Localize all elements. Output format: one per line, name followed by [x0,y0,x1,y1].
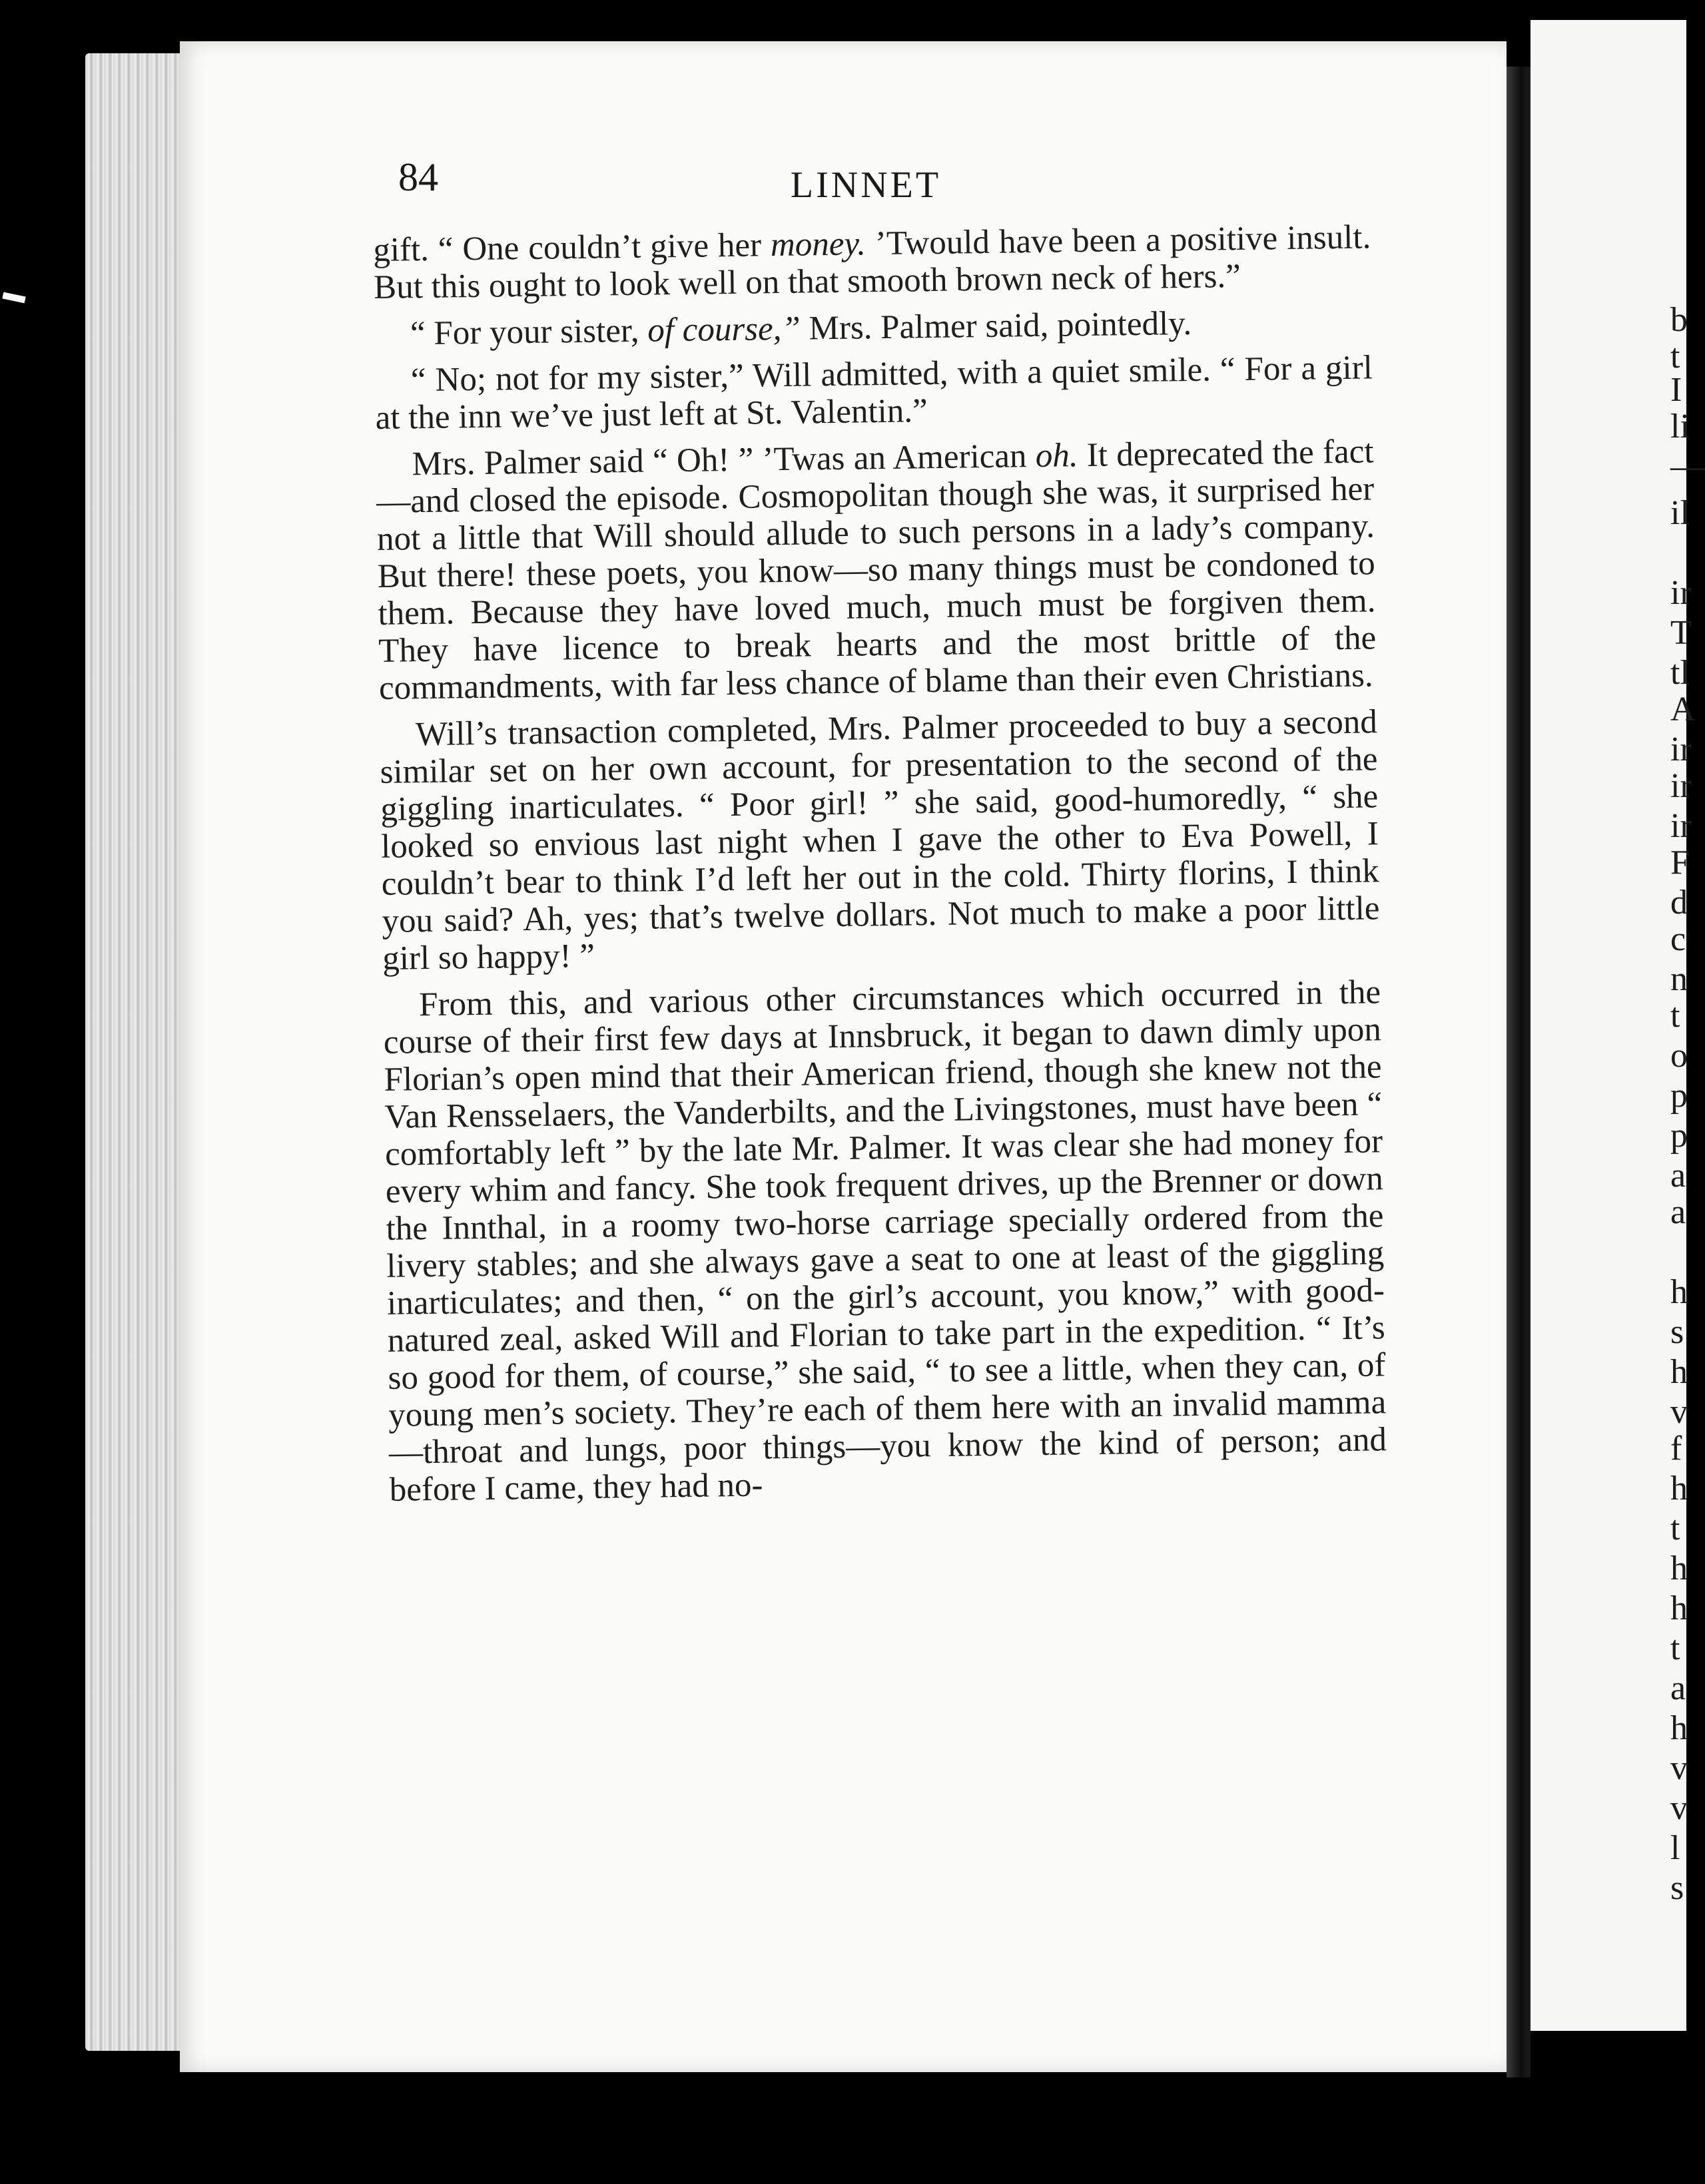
facing-page-fragment: p [1670,1117,1688,1155]
facing-page-fragment: v [1670,1749,1688,1787]
facing-page-fragment: v [1670,1393,1688,1431]
facing-page-edge [1531,20,1705,2031]
running-head: LINNET [790,164,942,206]
facing-page-fragment: h [1670,1589,1688,1627]
facing-page-fragment: d [1670,884,1688,922]
facing-page-fragment: t [1670,1509,1680,1547]
facing-page-fragment: — [1670,447,1705,485]
facing-page-fragment: a [1670,1157,1686,1195]
book-gutter [1507,67,1531,2077]
facing-page-fragment: s [1670,1313,1684,1351]
facing-page-fragment: ir [1670,574,1692,612]
facing-page-fragment: il [1670,494,1690,532]
facing-page-fragment: f [1670,1430,1682,1468]
facing-page-fragment: ir [1670,807,1692,845]
facing-page-fragment: c [1670,920,1686,958]
facing-page-fragment: a [1670,1669,1686,1707]
paragraph-4: Mrs. Palmer said “ Oh! ” ’Twas an American oh. It deprecated the fact—and closed the episode. Cosmopolitan though she was, it surprised her not a little that Will should allude to such persons in a lady’s company. But there! these poets, you know—so many things must be condoned to them. Because they have loved much, much must be forgiven them. They have licence to break hearts and the most brittle of the commandments, with far less chance of blame than their even Christians. [376,433,1377,707]
paragraph-6: From this, and various other circumstances which occurred in the course of their first few days at Innsbruck, it began to dawn dimly upon Florian’s open mind that their American friend, though she knew not the Van Rensselaers, the Vanderbilts, and the Livingstones, must have been “ comfortably left ” by the late Mr. Palmer. It was clear she had money for every whim and fancy. She took frequent drives, up the Brenner or down the Innthal, in a roomy two-horse carriage specially ordered from the livery stables; and she always gave a seat to one at least of the giggling inarticulates; and then, “ on the girl’s account, you know,” with good-natured zeal, asked Will and Florian to take part in the expedition. “ It’s so good for them, of course,” she said, “ to see a little, when they can, of young men’s society. They’re each of them here with an invalid mamma—throat and lungs, poor things—you know the kind of person; and before I came, they had no- [383,973,1387,1509]
facing-page-fragment: T [1670,614,1692,652]
paragraph-1: gift. “ One couldn’t give her money. ’Twould have been a positive insult. But this ought to look well on that smooth brown neck of hers.” [373,218,1371,306]
facing-page-fragment: ir [1670,767,1692,805]
facing-page-fragment: h [1670,1470,1688,1507]
facing-page-fragment: v [1670,1789,1688,1827]
facing-page-fragment: A [1670,690,1696,728]
book-page-edges [85,53,185,2051]
facing-page-fragment: I [1670,371,1682,409]
facing-page-fragment: a [1670,1193,1686,1231]
body-text [373,218,1387,1517]
facing-page-fragment: h [1670,1709,1688,1747]
page-number: 84 [398,155,438,199]
paragraph-3: “ No; not for my sister,” Will admitted, with a quiet smile. “ For a girl at the inn we’ve just left at St. Valentin.” [375,349,1373,437]
facing-page-fragment: tl [1670,654,1690,692]
facing-page-fragment: b [1670,301,1688,339]
facing-page-fragment: t [1670,1629,1680,1667]
facing-page-fragment: ir [1670,730,1692,768]
facing-page-fragment: t [1670,997,1680,1035]
facing-page-fragment: p [1670,1077,1688,1115]
facing-page-fragment: s [1670,1869,1684,1907]
facing-page-fragment: F [1670,844,1690,882]
facing-page-fragment: n [1670,960,1688,998]
paragraph-2: “ For your sister, of course,” Mrs. Palmer said, pointedly. [410,304,1192,353]
paragraph-5: Will’s transaction completed, Mrs. Palmer proceeded to buy a second similar set on her own account, for presentation to the second of the giggling inarticulates. “ Poor girl! ” she said, good-humoredly, “ she looked so envious last night when I gave the other to Eva Powell, I couldn’t bear to think I’d left her out in the cold. Thirty florins, I think you said? Ah, yes; that’s twelve dollars. Not much to make a poor little girl so happy! ” [380,703,1380,977]
facing-page-fragment: h [1670,1549,1688,1587]
facing-page-fragment: li [1670,408,1690,445]
facing-page-fragment: l [1670,1829,1680,1867]
facing-page-fragment: o [1670,1037,1688,1075]
facing-page-fragment: h [1670,1353,1688,1391]
facing-page-fragment: t [1670,338,1680,376]
facing-page-fragment: h [1670,1273,1688,1311]
